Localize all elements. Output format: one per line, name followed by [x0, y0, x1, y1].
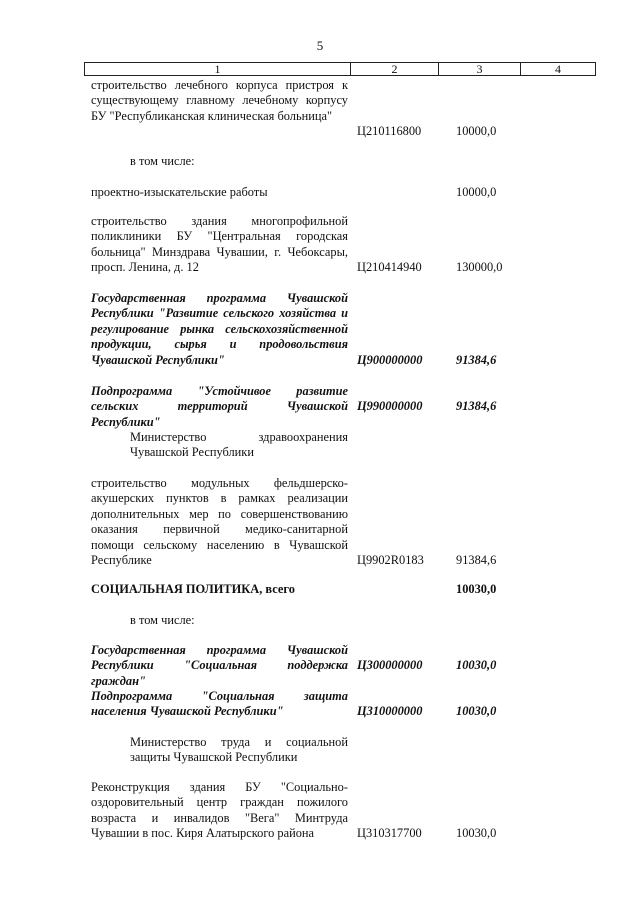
row-amount: 91384,6: [456, 553, 497, 567]
header-col-2: 2: [351, 63, 439, 75]
row-amount: 10030,0: [456, 582, 497, 596]
row-description: Государственная программа Чувашской Республики "Социальная поддержка граждан": [91, 643, 348, 688]
row-code: Ц210116800: [357, 124, 422, 138]
row-description: Министерство труда и социальной защиты Чувашской Республики: [130, 735, 348, 765]
row-description: проектно-изыскательские работы: [91, 185, 268, 199]
row-code: Ц9902R0183: [357, 553, 424, 567]
row-description: в том числе:: [130, 613, 195, 627]
row-amount: 10030,0: [456, 704, 497, 718]
row-amount: 10000,0: [456, 185, 497, 199]
row-description: строительство лечебного корпуса пристроя к существующему главному лечебному корпусу БУ "Республиканская клиническая больница": [91, 78, 348, 123]
row-amount: 10030,0: [456, 658, 497, 672]
row-amount: 130000,0: [456, 260, 503, 274]
row-amount: 10030,0: [456, 826, 497, 840]
header-col-3: 3: [439, 63, 521, 75]
row-code: Ц990000000: [357, 399, 423, 413]
header-col-1: 1: [85, 63, 351, 75]
page-number: 5: [316, 38, 324, 53]
row-code: Ц210414940: [357, 260, 422, 274]
row-code: Ц900000000: [357, 353, 423, 367]
row-description: в том числе:: [130, 154, 195, 168]
row-amount: 91384,6: [456, 353, 497, 367]
row-description: Подпрограмма "Устойчивое развитие сельских территорий Чувашской Республики": [91, 384, 348, 429]
row-description: Реконструкция здания БУ "Социально-оздоровительный центр граждан пожилого возраста и инвалидов "Вега" Минтруда Чувашии в пос. Киря Алатырского района: [91, 780, 348, 841]
row-code: Ц310000000: [357, 704, 423, 718]
row-description: Государственная программа Чувашской Республики "Развитие сельского хозяйства и регулирование рынка сельскохозяйственной продукции, сырья и продовольствия Чувашской Республики": [91, 291, 348, 367]
row-description: Подпрограмма "Социальная защита населения Чувашской Республики": [91, 689, 348, 719]
row-description: строительство здания многопрофильной поликлиники БУ "Центральная городская больница" Минздрава Чувашии, г. Чебоксары, просп. Ленина, д. 12: [91, 214, 348, 275]
row-description: СОЦИАЛЬНАЯ ПОЛИТИКА, всего: [91, 582, 295, 596]
row-code: Ц300000000: [357, 658, 423, 672]
row-code: Ц310317700: [357, 826, 422, 840]
row-amount: 10000,0: [456, 124, 497, 138]
header-col-4: 4: [555, 62, 561, 76]
row-description: строительство модульных фельдшерско-акушерских пунктов в рамках реализации дополнительных мер по совершенствованию оказания первичной медико-санитарной помощи сельскому населению в Чувашской Республике: [91, 476, 348, 568]
row-amount: 91384,6: [456, 399, 497, 413]
row-description: Министерство здравоохранения Чувашской Республики: [130, 430, 348, 460]
table-header: [84, 62, 596, 76]
